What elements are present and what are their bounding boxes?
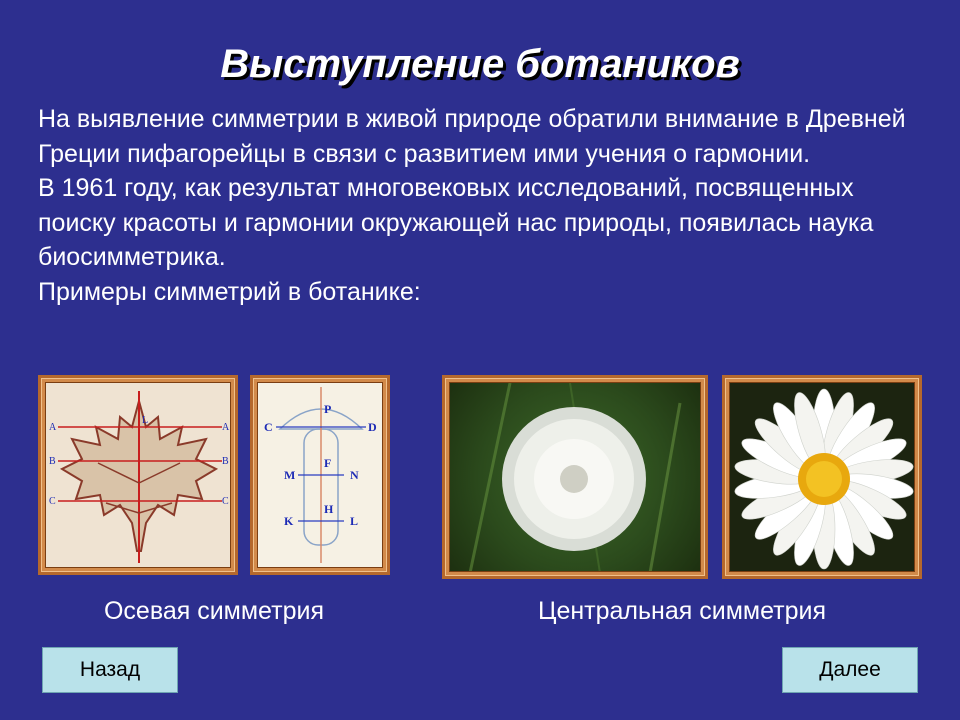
leaf-label: C — [49, 496, 56, 507]
leaf-label: B — [49, 456, 56, 467]
leaf-label: L — [142, 415, 149, 426]
mushroom-label: H — [324, 502, 334, 516]
mushroom-label: F — [324, 456, 332, 470]
mushroom-label: K — [284, 514, 294, 528]
body-text — [38, 102, 918, 309]
leaf-label: A — [222, 422, 230, 433]
slide-title: Выступление ботаников — [220, 42, 740, 86]
maple-leaf-image — [38, 375, 238, 575]
dandelion-graphic — [450, 383, 701, 572]
mushroom-label: N — [350, 468, 359, 482]
paragraph-1: На выявление симметрии в живой природе обратили внимание в Древней Греции пифагорейцы в связи с развитием ими учения о гармонии. — [38, 105, 906, 168]
leaf-label: A — [49, 422, 57, 433]
paragraph-3: Примеры симметрий в ботанике: — [38, 277, 421, 306]
mushroom-diagram — [258, 383, 383, 568]
mushroom-label: P — [324, 402, 332, 416]
leaf-label: C — [222, 496, 229, 507]
daisy-photo — [722, 375, 922, 579]
maple-leaf-diagram — [46, 383, 231, 568]
back-button[interactable]: Назад — [42, 647, 178, 693]
dandelion-photo — [442, 375, 708, 579]
mushroom-label: C — [264, 420, 273, 434]
mushroom-image — [250, 375, 390, 575]
next-button[interactable]: Далее — [782, 647, 918, 693]
leaf-label: B — [222, 456, 229, 467]
mushroom-label: L — [350, 514, 359, 528]
mushroom-label: M — [284, 468, 296, 482]
mushroom-label: D — [368, 420, 377, 434]
central-symmetry-caption: Центральная симметрия — [537, 597, 827, 625]
paragraph-2: В 1961 году, как результат многовековых исследований, посвященных поиску красоты и гармонии окружающей нас природы, появилась наука биосимметрика. — [38, 174, 874, 271]
daisy-graphic — [730, 383, 915, 572]
axial-symmetry-caption: Осевая симметрия — [103, 597, 324, 625]
